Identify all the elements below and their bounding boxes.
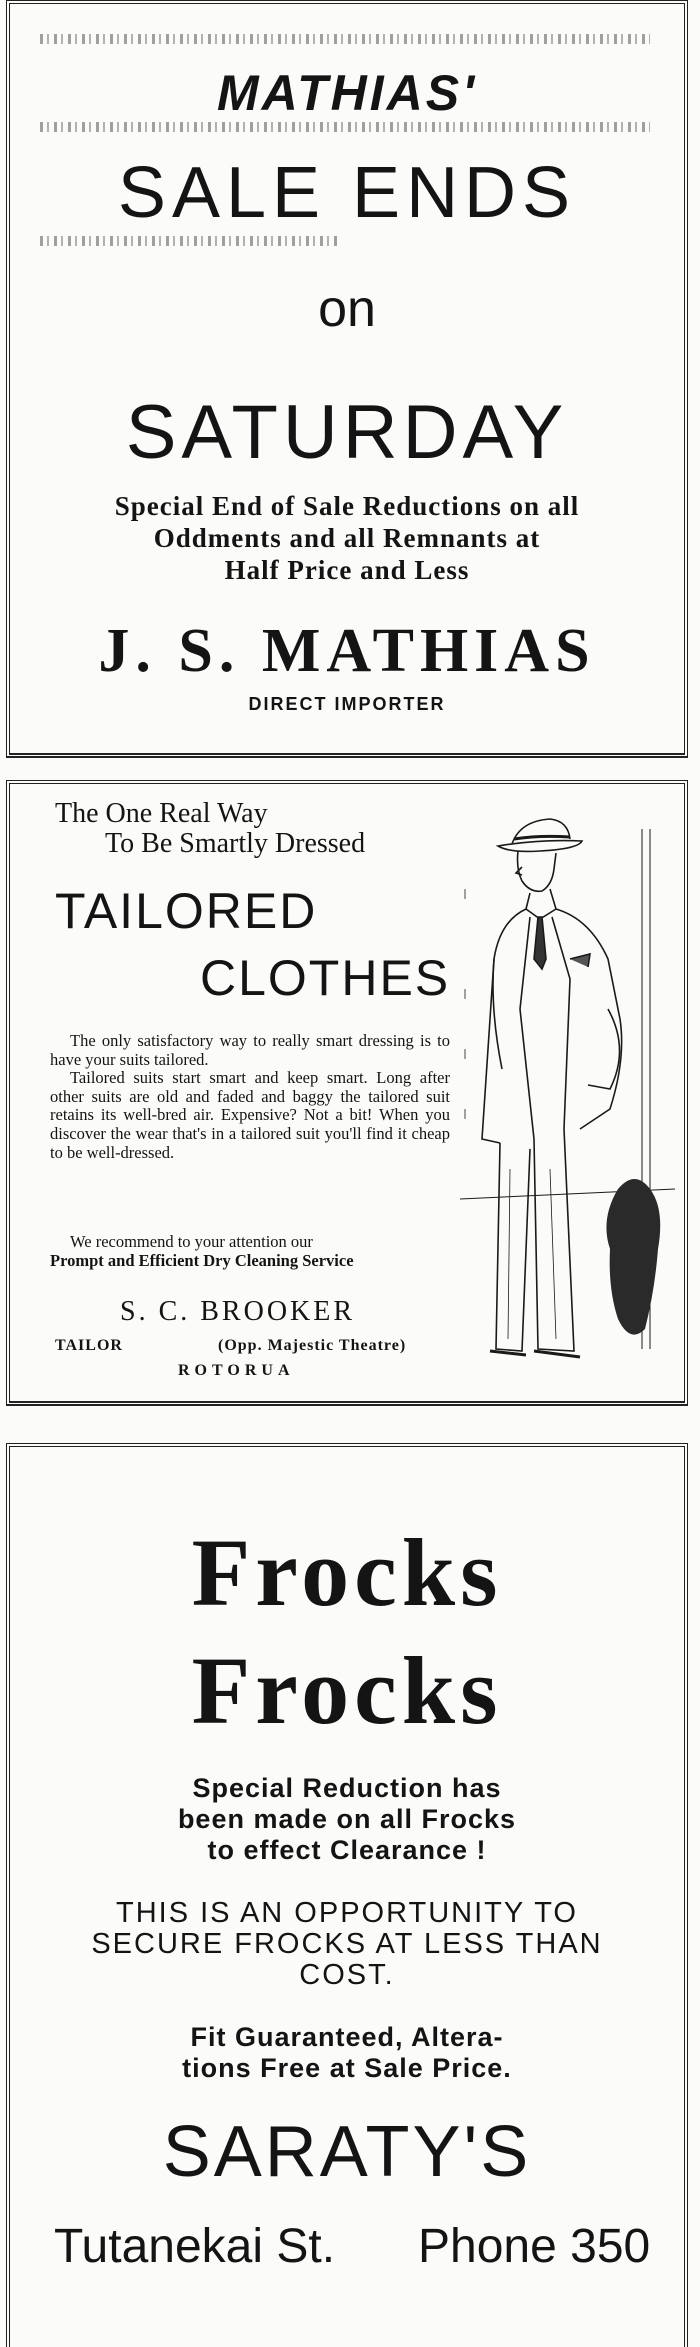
body-paragraph: Tailored suits start smart and keep smart. Long after other suits are old and faded and baggy the tailored suit retains its well-bred air. Expensive? Not a bit! When you discover the wear that's in a tailored suit you'll find it cheap to be well-dressed. <box>50 1068 450 1162</box>
smudged-print-row <box>40 34 650 44</box>
merchant-tagline: DIRECT IMPORTER <box>248 694 446 714</box>
headline-tailored: TAILORED <box>55 883 318 939</box>
smudged-print-row <box>40 122 650 132</box>
gentleman-illustration <box>460 809 675 1369</box>
store-brand: MATHIAS' <box>217 65 477 121</box>
intro-line: To Be Smartly Dressed <box>105 828 366 859</box>
reduction-line: been made on all Frocks <box>177 1804 517 1834</box>
sale-details-line: Oddments and all Remnants at <box>153 523 541 553</box>
trade-label: TAILOR <box>55 1337 123 1354</box>
sale-day: SATURDAY <box>125 390 569 475</box>
intro-line: The One Real Way <box>55 798 268 829</box>
service-line: Prompt and Efficient Dry Cleaning Service <box>50 1251 354 1270</box>
sale-details-line: Special End of Sale Reductions on all <box>114 491 580 521</box>
reduction-line: to effect Clearance ! <box>207 1835 487 1865</box>
street-address: Tutanekai St. <box>54 2220 336 2273</box>
tailor-name: S. C. BROOKER <box>120 1296 356 1327</box>
opportunity-line: COST. <box>299 1959 395 1991</box>
body-paragraph: The only satisfactory way to really smart dressing is to have your suits tailored. <box>50 1031 450 1069</box>
fit-guarantee-line: Fit Guaranteed, Altera- <box>190 2022 504 2052</box>
fit-guarantee-line: tions Free at Sale Price. <box>182 2053 512 2083</box>
recommend-line: We recommend to your attention our <box>70 1232 313 1251</box>
opportunity-line: THIS IS AN OPPORTUNITY TO <box>115 1897 578 1929</box>
mathias-advertisement <box>6 0 688 758</box>
body-copy <box>50 1032 450 1162</box>
frocks-headline: Frocks <box>191 1637 503 1744</box>
shop-location: (Opp. Majestic Theatre) <box>218 1337 407 1354</box>
saraty-advertisement <box>6 1443 688 2347</box>
headline-clothes: CLOTHES <box>200 950 451 1006</box>
sale-on-word: on <box>318 280 376 338</box>
phone-number: Phone 350 <box>418 2220 651 2273</box>
town-name: ROTORUA <box>178 1362 295 1379</box>
opportunity-line: SECURE FROCKS AT LESS THAN <box>91 1928 603 1960</box>
reduction-line: Special Reduction has <box>192 1773 502 1803</box>
store-name: SARATY'S <box>162 2112 532 2192</box>
merchant-name: J. S. MATHIAS <box>98 617 596 685</box>
brooker-advertisement <box>6 780 688 1406</box>
sale-headline: SALE ENDS <box>117 153 577 233</box>
smudged-print-row <box>40 236 340 246</box>
sale-details-line: Half Price and Less <box>224 555 470 585</box>
frocks-headline: Frocks <box>191 1519 503 1626</box>
